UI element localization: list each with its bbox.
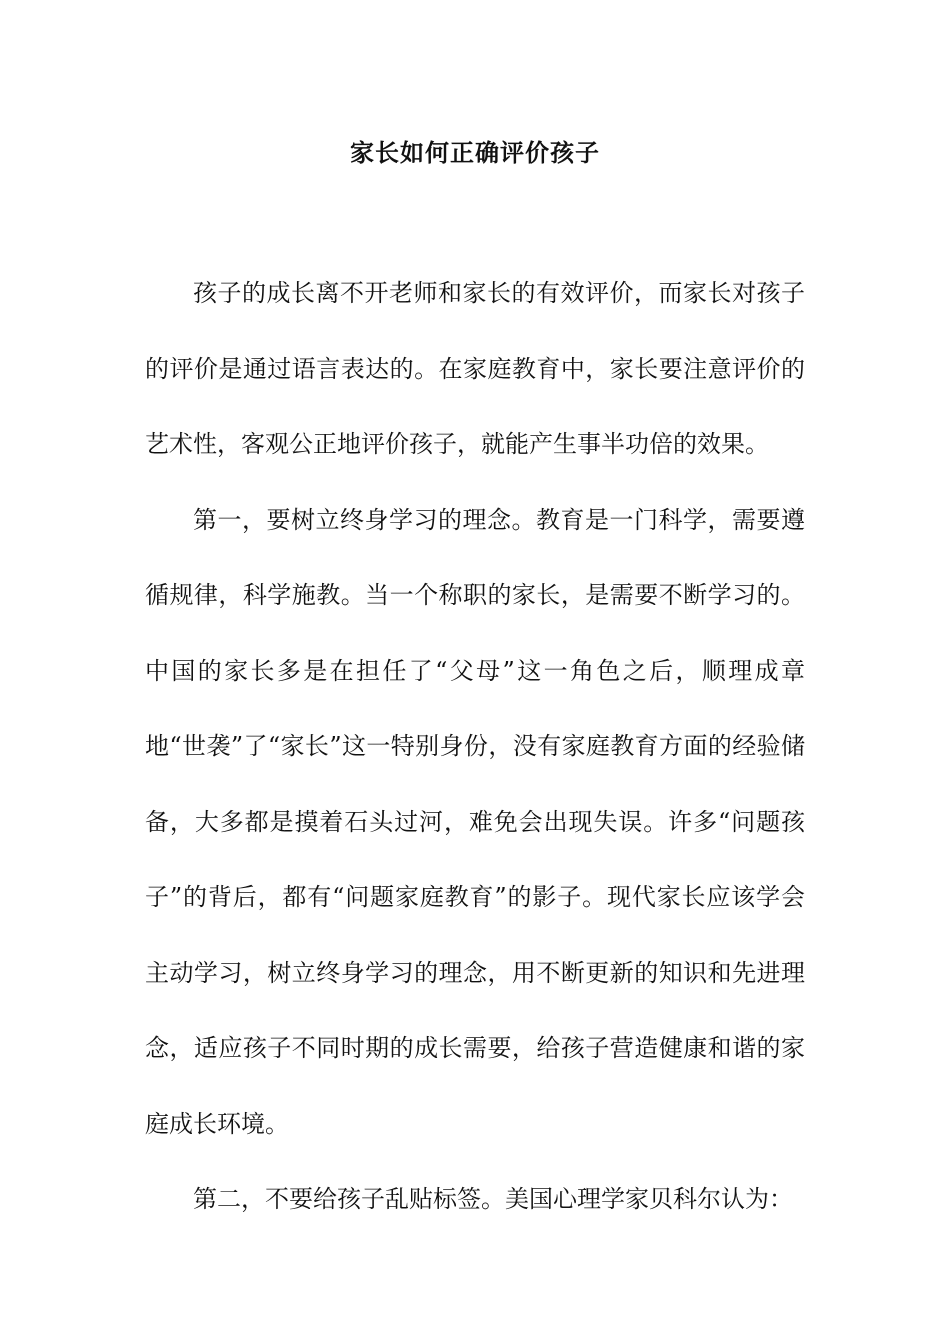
document-body [145,256,805,1238]
paragraph-first-point: 第一，要树立终身学习的理念。教育是一门科学，需要遵循规律，科学施教。当一个称职的家长，是需要不断学习的。中国的家长多是在担任了“父母”这一角色之后，顺理成章地“世袭”了“家长”这一特别身份，没有家庭教育方面的经验储备，大多都是摸着石头过河，难免会出现失误。许多“问题孩子”的背后，都有“问题家庭教育”的影子。现代家长应该学会主动学习，树立终身学习的理念，用不断更新的知识和先进理念，适应孩子不同时期的成长需要，给孩子营造健康和谐的家庭成长环境。 [145,505,805,1138]
paragraph-intro: 孩子的成长离不开老师和家长的有效评价，而家长对孩子的评价是通过语言表达的。在家庭教育中，家长要注意评价的艺术性，客观公正地评价孩子，就能产生事半功倍的效果。 [145,279,805,458]
paragraph-second-point: 第二，不要给孩子乱贴标签。美国心理学家贝科尔认为： [193,1185,793,1213]
document-title: 家长如何正确评价孩子 [350,138,600,167]
